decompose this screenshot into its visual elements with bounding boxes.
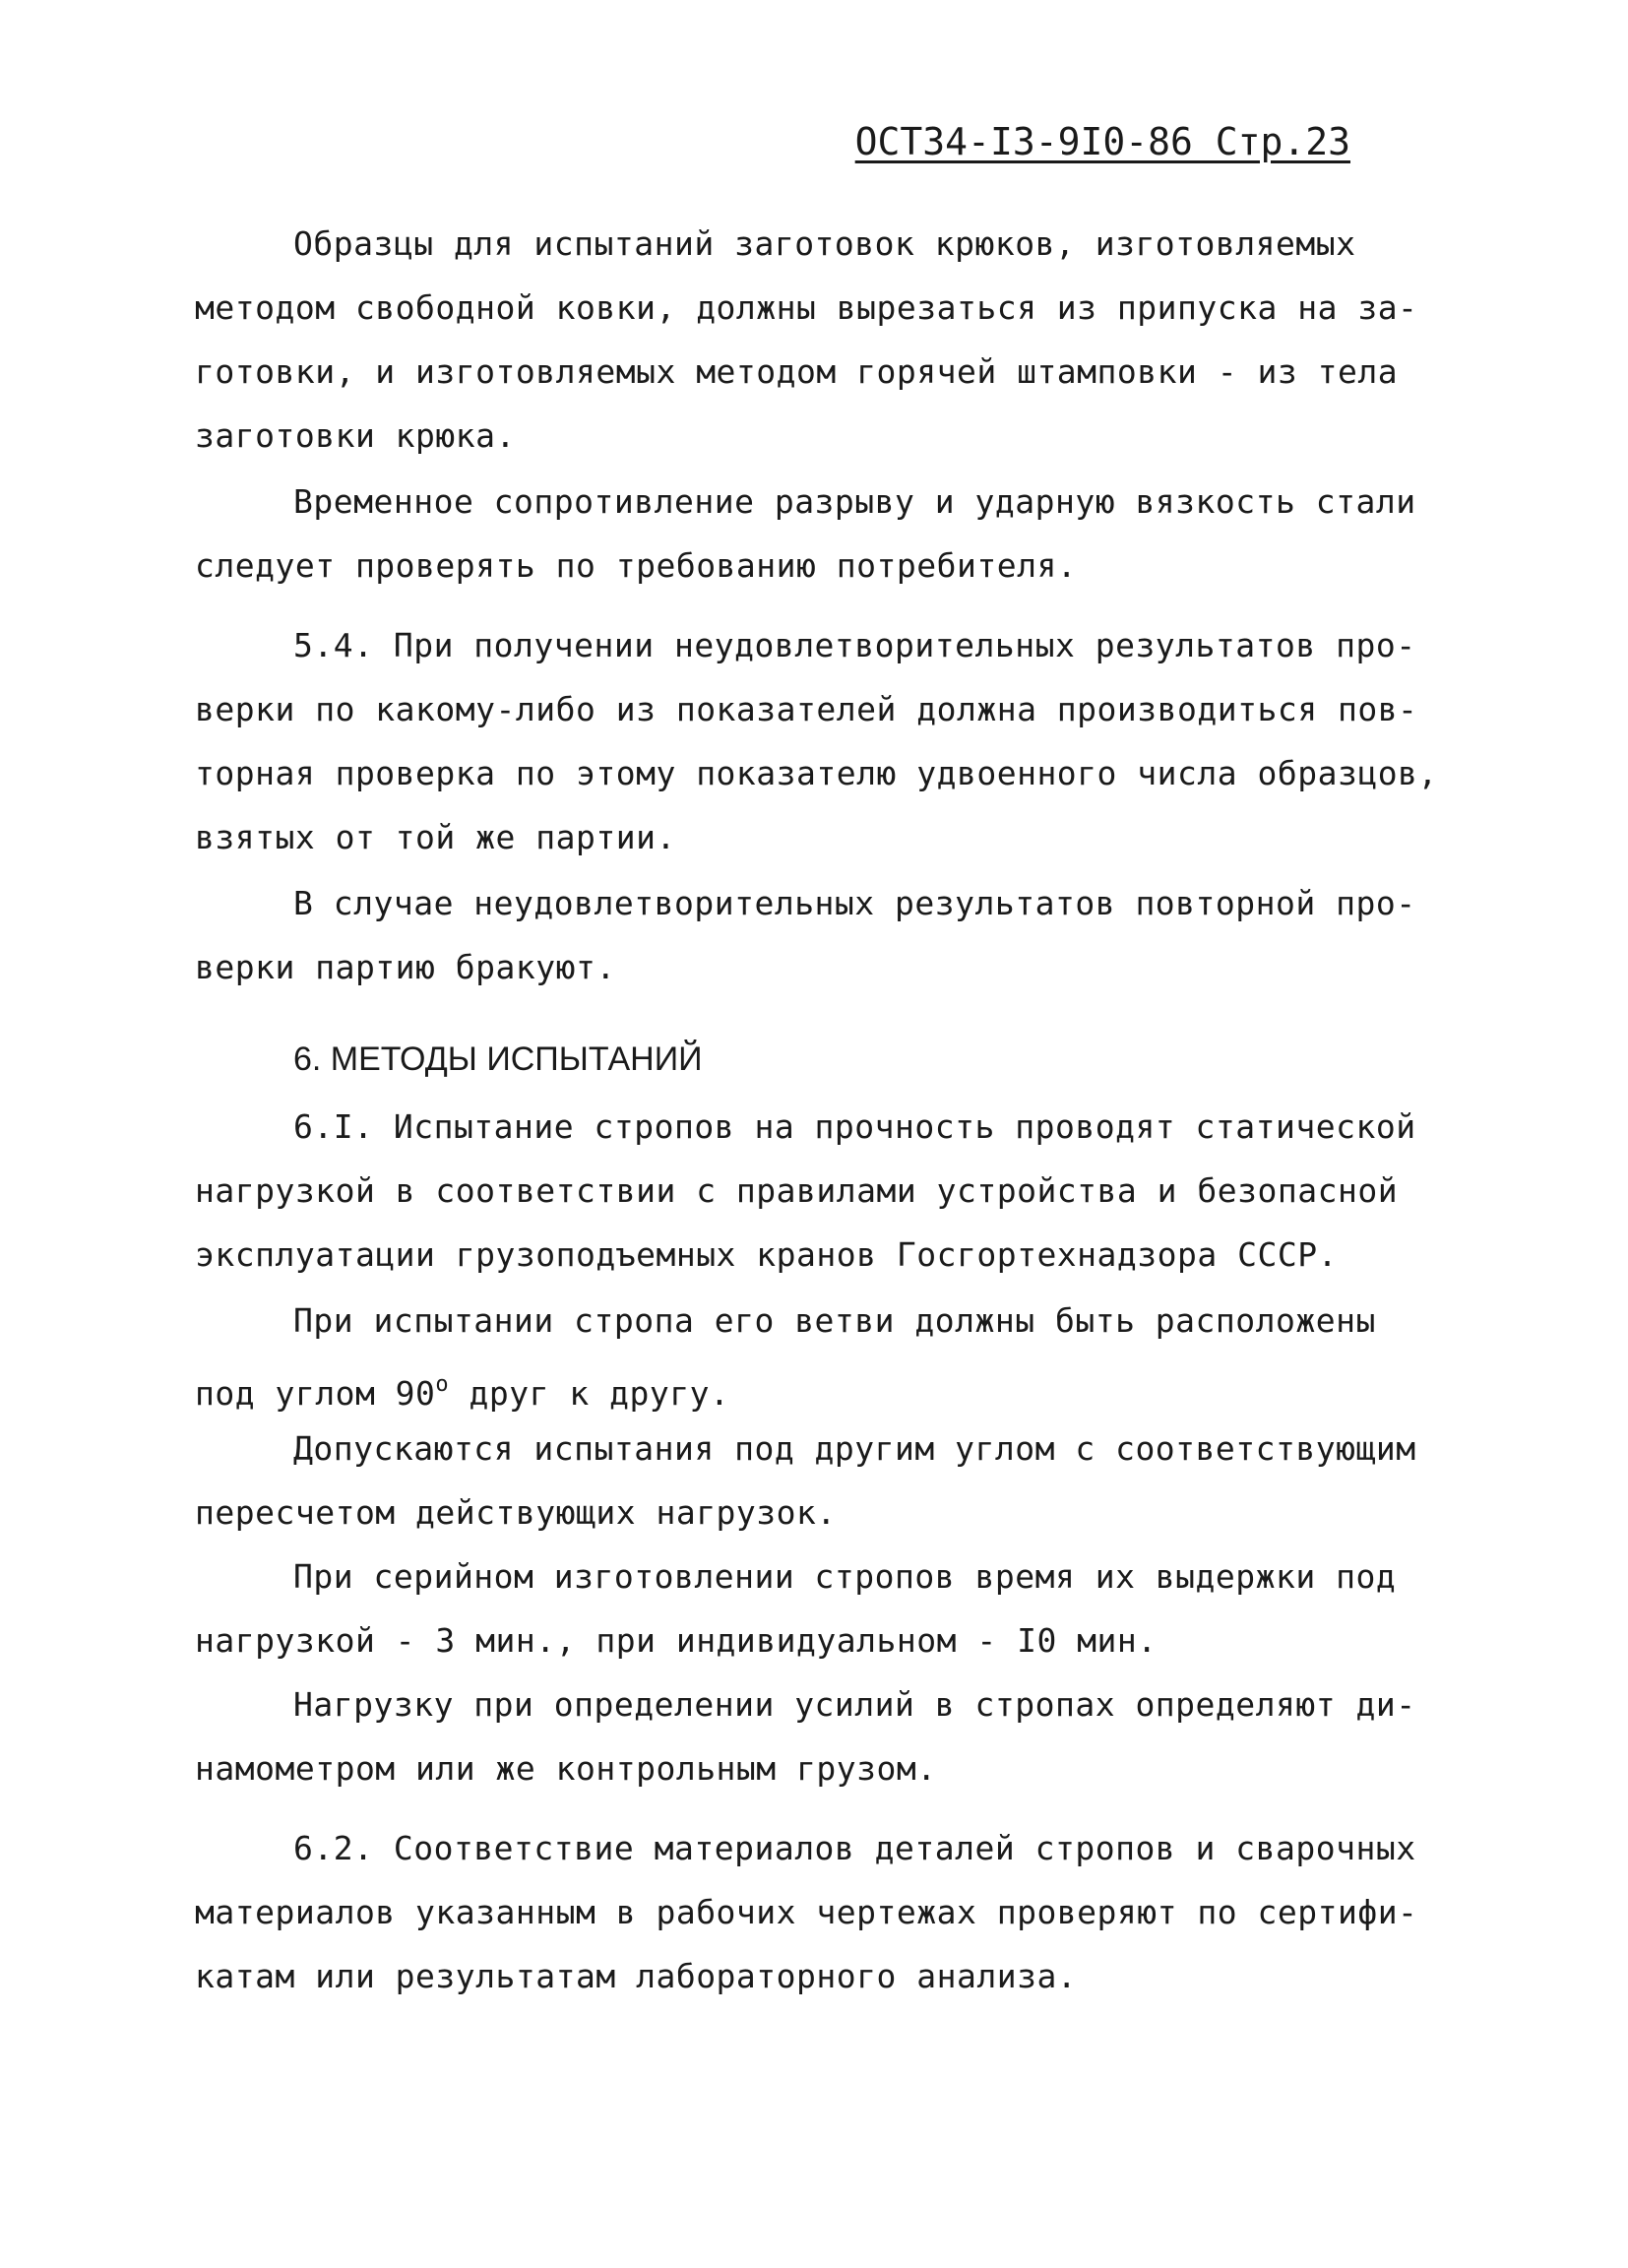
paragraph-line: верки по какому-либо из показателей должна производиться пов- [195,690,1418,728]
paragraph-line: взятых от той же партии. [195,818,676,856]
paragraph-line: 5.4. При получении неудовлетворительных результатов про- [293,626,1416,664]
paragraph-line: Допускаются испытания под другим углом с соответствующим [293,1429,1416,1468]
paragraph-line: эксплуатации грузоподъемных кранов Госгортехнадзора СССР. [195,1235,1338,1274]
paragraph-line: готовки, и изготовляемых методом горячей штамповки - из тела [195,352,1399,391]
paragraph-line: 6.I. Испытание стропов на прочность проводят статической [293,1107,1416,1146]
paragraph-line: заготовки крюка. [195,416,516,455]
line-text-before: под углом 90 [195,1374,436,1413]
paragraph-line: нагрузкой в соответствии с правилами устройства и безопасной [195,1171,1399,1210]
paragraph-line: Временное сопротивление разрыву и ударную вязкость стали [293,482,1416,521]
paragraph-line: При серийном изготовлении стропов время их выдержки под [293,1557,1397,1596]
paragraph-line: пересчетом действующих нагрузок. [195,1493,837,1532]
paragraph-line: 6.2. Соответствие материалов деталей стропов и сварочных [293,1829,1416,1867]
paragraph-line: следует проверять по требованию потребителя. [195,546,1078,585]
page-header-code: ОСТ34-I3-9I0-86 Стр.23 [854,120,1350,163]
paragraph-line: катам или результатам лабораторного анализа. [195,1957,1078,1995]
paragraph-line: В случае неудовлетворительных результатов повторной про- [293,884,1416,922]
paragraph-line: торная проверка по этому показателю удвоенного числа образцов, [195,754,1438,792]
paragraph-line: нагрузкой - 3 мин., при индивидуальном - I0 мин. [195,1621,1158,1660]
line-text-after: друг к другу. [449,1374,730,1413]
degree-superscript: о [435,1372,450,1397]
paragraph-line: верки партию бракуют. [195,948,616,986]
paragraph-line: Образцы для испытаний заготовок крюков, изготовляемых [293,224,1356,263]
paragraph-line: материалов указанным в рабочих чертежах проверяют по сертифи- [195,1893,1418,1931]
paragraph-line: методом свободной ковки, должны вырезаться из припуска на за- [195,288,1418,327]
paragraph-line: намометром или же контрольным грузом. [195,1749,937,1788]
paragraph-line: Нагрузку при определении усилий в стропах определяют ди- [293,1685,1416,1724]
paragraph-line-with-degree [195,1365,729,1414]
section-heading: 6. МЕТОДЫ ИСПЫТАНИЙ [293,1040,703,1078]
paragraph-line: При испытании стропа его ветви должны быть расположены [293,1301,1376,1340]
